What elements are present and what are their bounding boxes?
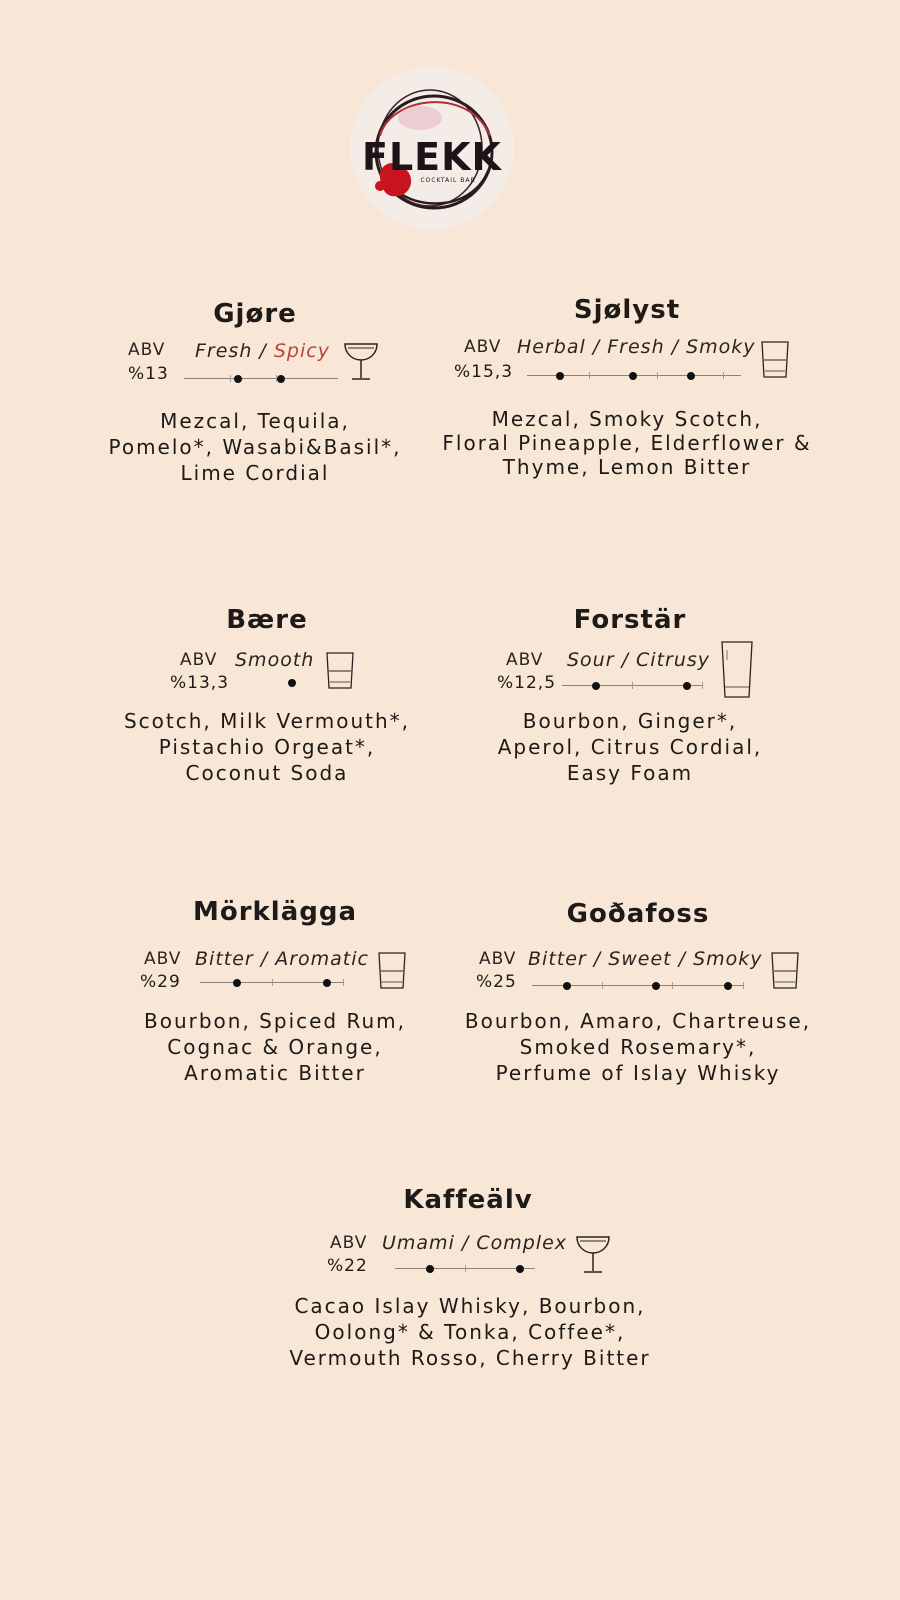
drink-name: Sjølyst xyxy=(573,295,681,325)
flavor-scale xyxy=(562,681,703,691)
abv-value: %15,3 xyxy=(454,362,514,382)
flavor-scale xyxy=(200,978,344,988)
flavor-scale xyxy=(286,678,298,688)
ingredients-line: Pomelo*, Wasabi&Basil*, xyxy=(108,435,402,459)
ingredients-line: Pistachio Orgeat*, xyxy=(158,735,376,759)
flavor-profile: Umami / Complex xyxy=(382,1232,567,1254)
abv-value: %22 xyxy=(327,1256,368,1276)
flavor-profile: Smooth xyxy=(235,649,315,671)
abv-value: %13,3 xyxy=(170,673,230,693)
abv-label: ABV xyxy=(180,650,218,670)
scale-dot xyxy=(277,375,285,383)
ingredients-list xyxy=(442,407,811,479)
ingredients-line: Lime Cordial xyxy=(180,461,330,485)
flavor-profile: Bitter / Aromatic xyxy=(195,948,369,970)
coupe-glass-icon xyxy=(575,1233,611,1275)
ingredients-line: Mezcal, Tequila, xyxy=(160,409,350,433)
scale-dot xyxy=(652,982,660,990)
ingredients-line: Vermouth Rosso, Cherry Bitter xyxy=(289,1346,651,1370)
highball-glass-icon xyxy=(720,640,754,700)
scale-dot xyxy=(563,982,571,990)
ingredients-line: Cognac & Orange, xyxy=(167,1035,383,1059)
drink-name: Gjøre xyxy=(213,299,297,329)
rocks-glass-icon xyxy=(377,951,407,991)
ingredients-line: Aromatic Bitter xyxy=(184,1061,366,1085)
svg-text:FLEKK: FLEKK xyxy=(361,135,503,179)
flekk-logo xyxy=(350,66,514,230)
abv-value: %29 xyxy=(140,972,181,992)
abv-label: ABV xyxy=(464,337,502,357)
ingredients-line: Bourbon, Ginger*, xyxy=(522,709,738,733)
abv-label: ABV xyxy=(128,340,166,360)
flavor-scale xyxy=(532,981,744,991)
abv-label: ABV xyxy=(479,949,517,969)
ingredients-line: Easy Foam xyxy=(566,761,694,785)
ingredients-line: Bourbon, Amaro, Chartreuse, xyxy=(464,1009,812,1033)
ingredients-line: Perfume of Islay Whisky xyxy=(495,1061,781,1085)
ingredients-list xyxy=(465,1008,811,1086)
rocks-glass-icon xyxy=(325,651,355,691)
abv-label: ABV xyxy=(506,650,544,670)
abv-value: %12,5 xyxy=(497,673,557,693)
flavor-profile: Bitter / Sweet / Smoky xyxy=(528,948,763,970)
scale-dot xyxy=(687,372,695,380)
logo-stain-graphic xyxy=(350,66,514,230)
abv-value: %13 xyxy=(128,364,169,384)
abv-label: ABV xyxy=(144,949,182,969)
flavor-profile xyxy=(195,340,330,362)
flavor-separator: / xyxy=(252,340,274,362)
scale-dot xyxy=(516,1265,524,1273)
flavor-scale xyxy=(395,1264,535,1274)
flavor-scale xyxy=(527,371,741,381)
ingredients-line: Aperol, Citrus Cordial, xyxy=(497,735,763,759)
drink-name: Goðafoss xyxy=(566,899,710,929)
rocks-glass-icon xyxy=(770,951,800,991)
scale-dot xyxy=(629,372,637,380)
scale-dot xyxy=(683,682,691,690)
scale-dot xyxy=(426,1265,434,1273)
ingredients-line: Cacao Islay Whisky, Bourbon, xyxy=(294,1294,646,1318)
ingredients-line: Coconut Soda xyxy=(185,761,349,785)
drink-name: Mörklägga xyxy=(192,897,358,927)
drink-name: Bære xyxy=(226,605,308,635)
abv-label: ABV xyxy=(330,1233,368,1253)
ingredients-line: Thyme, Lemon Bitter xyxy=(502,455,752,479)
ingredients-list xyxy=(124,708,410,786)
ingredients-line: Mezcal, Smoky Scotch, xyxy=(491,407,763,431)
ingredients-line: Smoked Rosemary*, xyxy=(519,1035,757,1059)
scale-dot xyxy=(288,679,296,687)
ingredients-line: Floral Pineapple, Elderflower & xyxy=(442,431,812,455)
ingredients-list xyxy=(144,1008,406,1086)
scale-dot xyxy=(323,979,331,987)
ingredients-line: Scotch, Milk Vermouth*, xyxy=(123,709,411,733)
ingredients-list xyxy=(498,708,763,786)
scale-dot xyxy=(724,982,732,990)
ingredients-line: Oolong* & Tonka, Coffee*, xyxy=(314,1320,626,1344)
ingredients-line: Bourbon, Spiced Rum, xyxy=(144,1009,406,1033)
abv-value: %25 xyxy=(476,972,517,992)
scale-dot xyxy=(556,372,564,380)
ingredients-list xyxy=(289,1293,650,1371)
scale-dot xyxy=(234,375,242,383)
ingredients-list xyxy=(108,408,401,486)
flavor-profile: Sour / Citrusy xyxy=(567,649,711,671)
flavor-word: Fresh xyxy=(195,340,253,362)
flavor-scale xyxy=(184,374,338,384)
coupe-glass-icon xyxy=(343,340,379,382)
scale-dot xyxy=(233,979,241,987)
svg-text:COCKTAIL BAR: COCKTAIL BAR xyxy=(420,177,476,184)
scale-dot xyxy=(592,682,600,690)
drink-name: Kaffeälv xyxy=(403,1185,533,1215)
flavor-word-highlight: Spicy xyxy=(273,340,330,362)
rocks-glass-icon xyxy=(760,340,790,380)
drink-name: Forstär xyxy=(573,605,687,635)
flavor-profile: Herbal / Fresh / Smoky xyxy=(517,336,756,358)
